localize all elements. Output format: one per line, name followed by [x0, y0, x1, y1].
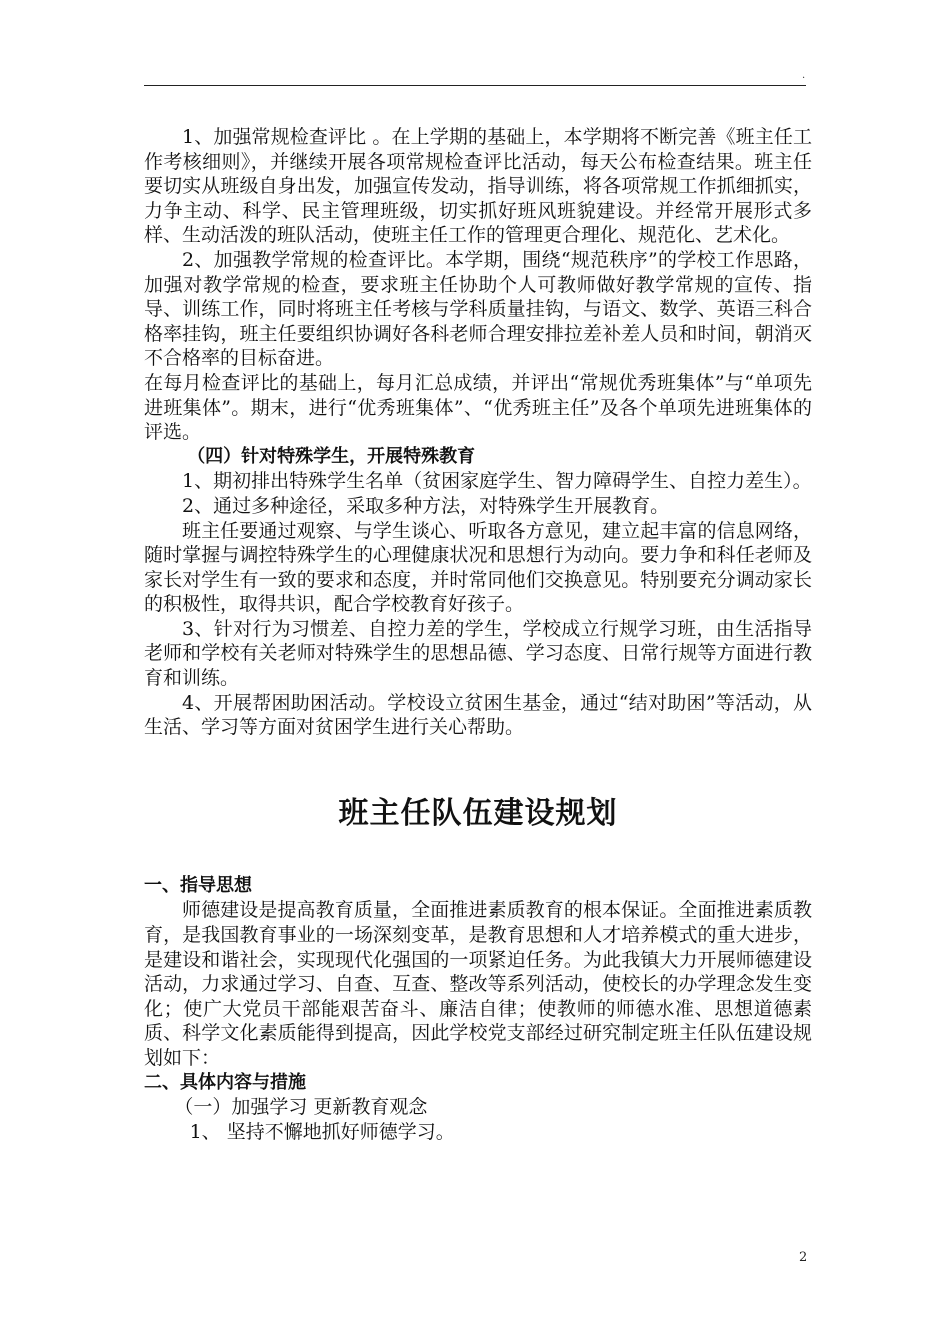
- section-heading-guiding-thought: 一、指导思想: [144, 874, 252, 896]
- paragraph-guiding-thought: 师德建设是提高教育质量，全面推进素质教育的根本保证。全面推进素质教育，是我国教育事业的一场深刻变革，是教育思想和人才培养模式的重大进步，是建设和谐社会，实现现代化强国的一项紧迫任务。为此我镇大力开展师德建设活动，力求通过学习、自查、互查、整改等系列活动，使校长的办学理念发生变化；使广大党员干部能艰苦奋斗、廉洁自律；使教师的师德水准、思想道德素质、科学文化素质能得到提高，因此学校党支部经过研究制定班主任队伍建设规划如下：: [144, 899, 812, 1069]
- paragraph-check-evaluation: 1、加强常规检查评比 。在上学期的基础上，本学期将不断完善《班主任工作考核细则》，并继续开展各项常规检查评比活动，每天公布检查结果。班主任要切实从班级自身出发，加强宣传发动，指导训练，将各项常规工作抓细抓实，力争主动、科学、民主管理班级，切实抓好班风班貌建设。并经常开展形式多样、生动活泼的班队活动，使班主任工作的管理更合理化、规范化、艺术化。: [144, 126, 812, 247]
- paragraph-observation: 班主任要通过观察、与学生谈心、听取各方意见，建立起丰富的信息网络，随时掌握与调控特殊学生的心理健康状况和思想行为动向。要力争和科任老师及家长对学生有一致的要求和态度，并时常同他们交换意见。特别要充分调动家长的积极性，取得共识，配合学校教育好孩子。: [144, 519, 812, 616]
- paragraph-special-list: 1、期初排出特殊学生名单（贫困家庭学生、智力障碍学生、自控力差生）。: [182, 470, 812, 493]
- paragraph-special-methods: 2、通过多种途径，采取多种方法，对特殊学生开展教育。: [182, 494, 670, 517]
- document-title: 班主任队伍建设规划: [338, 795, 618, 831]
- list-item-ethics-study: 1、 坚持不懈地抓好师德学习。: [189, 1120, 455, 1143]
- header-rule: [144, 85, 806, 86]
- paragraph-teaching-routine: 2、加强教学常规的检查评比。本学期，围绕“规范秩序”的学校工作思路，加强对教学常规的检查，要求班主任协助个人可教师做好教学常规的宣传、指导、训练工作，同时将班主任考核与学科质量挂钩，与语文、数学、英语三科合格率挂钩，班主任要组织协调好各科老师合理安排拉差补差人员和时间，朝消灭不合格率的目标奋进。: [144, 248, 812, 370]
- paragraph-monthly-summary: 在每月检查评比的基础上，每月汇总成绩，并评出“常规优秀班集体”与“单项先进班集体”。期末，进行“优秀班集体”、“优秀班主任”及各个单项先进班集体的评选。: [144, 371, 812, 444]
- subsection-heading-study: （一）加强学习 更新教育观念: [174, 1096, 428, 1119]
- paragraph-behavior-class: 3、针对行为习惯差、自控力差的学生，学校成立行规学习班，由生活指导老师和学校有关老师对特殊学生的思想品德、学习态度、日常行规等方面进行教育和训练。: [144, 617, 812, 690]
- document-body: [144, 125, 812, 1144]
- section-heading-special-students: （四）针对特殊学生，开展特殊教育: [187, 445, 476, 467]
- section-heading-content-measures: 二、具体内容与措施: [144, 1071, 306, 1093]
- header-mark: .: [802, 70, 806, 81]
- paragraph-poverty-aid: 4、开展帮困助困活动。学校设立贫困生基金，通过“结对助困”等活动，从生活、学习等方面对贫困学生进行关心帮助。: [144, 691, 812, 739]
- page-number: 2: [799, 1250, 808, 1265]
